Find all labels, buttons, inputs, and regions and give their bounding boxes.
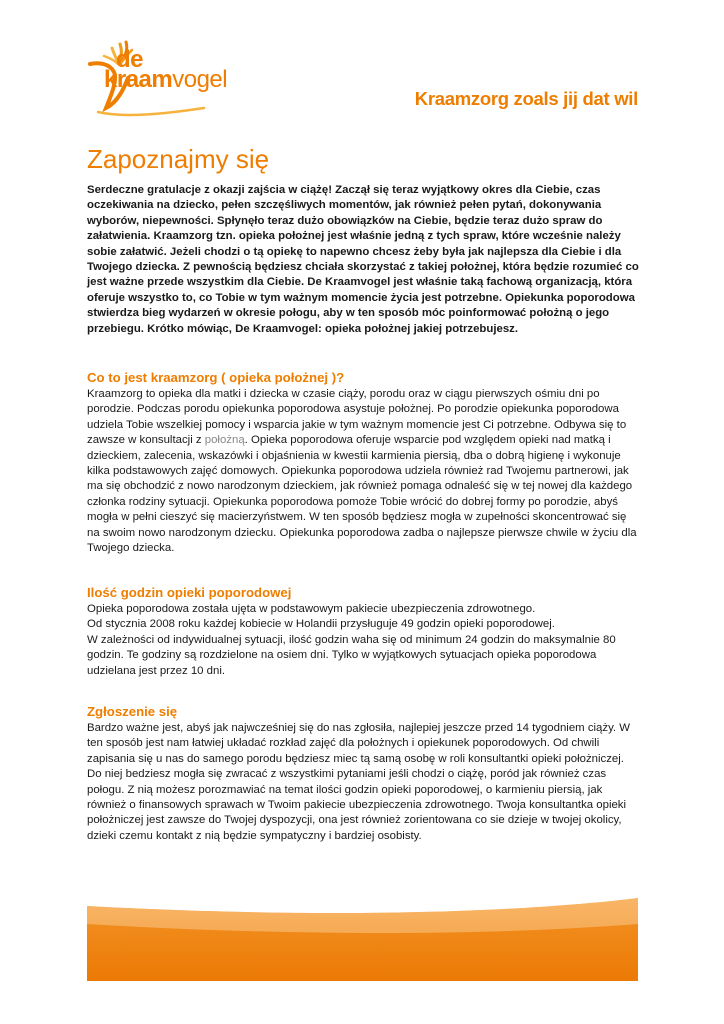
intro-paragraph: Serdeczne gratulacje z okazji zajścia w ciążę! Zaczął się teraz wyjątkowy okres dla Ciebie, czas oczekiwania na dziecko, pełen szczęśliwych momentów, jak również pełen pytań, dokonywania wyborów, niepewności. Spłynęło teraz dużo obowiązków na Ciebie, będzie teraz dużo spraw do załatwienia. Kraamzorg tzn. opieka położnej jest właśnie jedną z tych spraw, które wcześnie należy sobie załatwić. Jeżeli chodzi o tą opiekę to napewno chcesz żeby była jak najlepsza dla Ciebie i dla Twojego dziecka. Z pewnością będziesz chciała skorzystać z takiej położnej, która będzie rozumieć co jest ważne przede wszystkim dla Ciebie. De Kraamvogel jest właśnie taką fachową organizacją, która oferuje wszystko to, co Tobie w tym ważnym momencie życia jest potrzebne. Opiekunka poporodowa stwierdza bieg wydarzeń w okresie połogu, aby w ten sposób móc poinformować położną o jego przebiegu. Krótko mówiąc, De Kraamvogel: opieka położnej jakiej potrzebujesz. <box>87 184 639 335</box>
section-body <box>87 602 639 679</box>
body-text: Kraamzorg to opieka dla matki i dziecka w czasie ciąży, porodu oraz w ciągu pierwszych ośmiu dni po porodzie. Podczas porodu opiekunka poporodowa asystuje położnej. Po porodzie opiekunka poporodowa udziela Tobie wszelkiej pomocy i wsparcia jakie w tym ważnym momencie jest Ci potrzebne. Odbywa się to zawsze w konsultacji z <box>87 388 627 447</box>
logo-wordmark <box>104 66 227 94</box>
section-body <box>87 387 639 556</box>
page-title: Zapoznajmy się <box>87 144 270 174</box>
body-line: Opieka poporodowa została ujęta w podstawowym pakiecie ubezpieczenia zdrowotnego. <box>87 603 536 615</box>
logo-kraam: kraam <box>104 66 173 93</box>
section-registration <box>87 703 639 844</box>
section-heading: Co to jest kraamzorg ( opieka położnej )? <box>87 370 345 385</box>
section-body: Bardzo ważne jest, abyś jak najwcześniej się do nas zgłosiła, najlepiej jeszcze przed 14 tygodniem ciąży. W ten sposób jest nam łatwiej układać rozkład zajęć dla położnych i opiekunek poporodowych. Od chwili zapisania się u nas do samego porodu będziesz miec tą samą osobę w roli konsultantki opieki położniczej. Do niej bedziesz mogła się zwracać z wszystkimi pytaniami jeśli chodzi o ciążę, poród jak również czas połogu. Z nią możesz porozmawiać na temat ilości godzin opieki poporodowej, o karmieniu piersią, jak również o finansowych sprawach w Twoim pakiecie ubezpieczenia zdrowotnego. Twoja konsultantka opieki położniczej jest zawsze do Twojej dyspozycji, ona jest również zorientowana co sie dzieje w twojej okolicy, dzieki czemu kontakt z nią będzie sympatyczny i bardziej osobisty. <box>87 722 631 842</box>
tagline: Kraamzorg zoals jij dat wil <box>414 88 638 109</box>
footer-decorative-band <box>87 884 638 981</box>
footer-wave-graphic <box>87 884 638 981</box>
body-text: . Opieka poporodowa oferuje wsparcie pod względem opieki nad matką i dzieckiem, zalecenia, wskazówki i objaśnienia w kwestii karmienia piersią, dba o dobrą higienę i wykonuje kilka podstawowych zajęć domowych. Opiekunka poporodowa udziela również rad Twojemu partnerowi, jak ma się obchodzić z nowo narodzonym dzieckiem, jak również pomaga odnaleść się w tej nowej dla każdego członka rodziny sytuacji. Opiekunka poporodowa pomoże Tobie wrócić do dobrej formy po porodzie, abyś mogła w pełni cieszyć się macierzyństwem. W ten sposób będziesz mogła w zupełności skoncentrować się na swoim nowo narodzonym dziecku. Opiekunka poporodowa zadba o najlepsze pierwsze chwile w życiu dla Twojego dziecka. <box>87 434 637 555</box>
body-line: W zależności od indywidualnej sytuacji, ilość godzin waha się od minimum 24 godzin do maksymalnie 80 godzin. Te godziny są rozdzielone na osiem dni. Tylko w wyjątkowych sytuacjach opieka poporodowa udzielana jest przez 10 dni. <box>87 633 616 677</box>
logo-de: de <box>116 46 144 73</box>
logo-vogel: vogel <box>172 66 228 93</box>
section-heading: Ilość godzin opieki poporodowej <box>87 585 292 600</box>
section-heading: Zgłoszenie się <box>87 704 178 719</box>
kraamvogel-logo <box>84 38 274 120</box>
midwife-link[interactable]: położną <box>204 434 245 447</box>
body-line: Od stycznia 2008 roku każdej kobiecie w Holandii przysługuje 49 godzin opieki poporodowej. <box>87 618 555 631</box>
section-what-is-kraamzorg <box>87 369 639 556</box>
section-care-hours <box>87 584 639 679</box>
